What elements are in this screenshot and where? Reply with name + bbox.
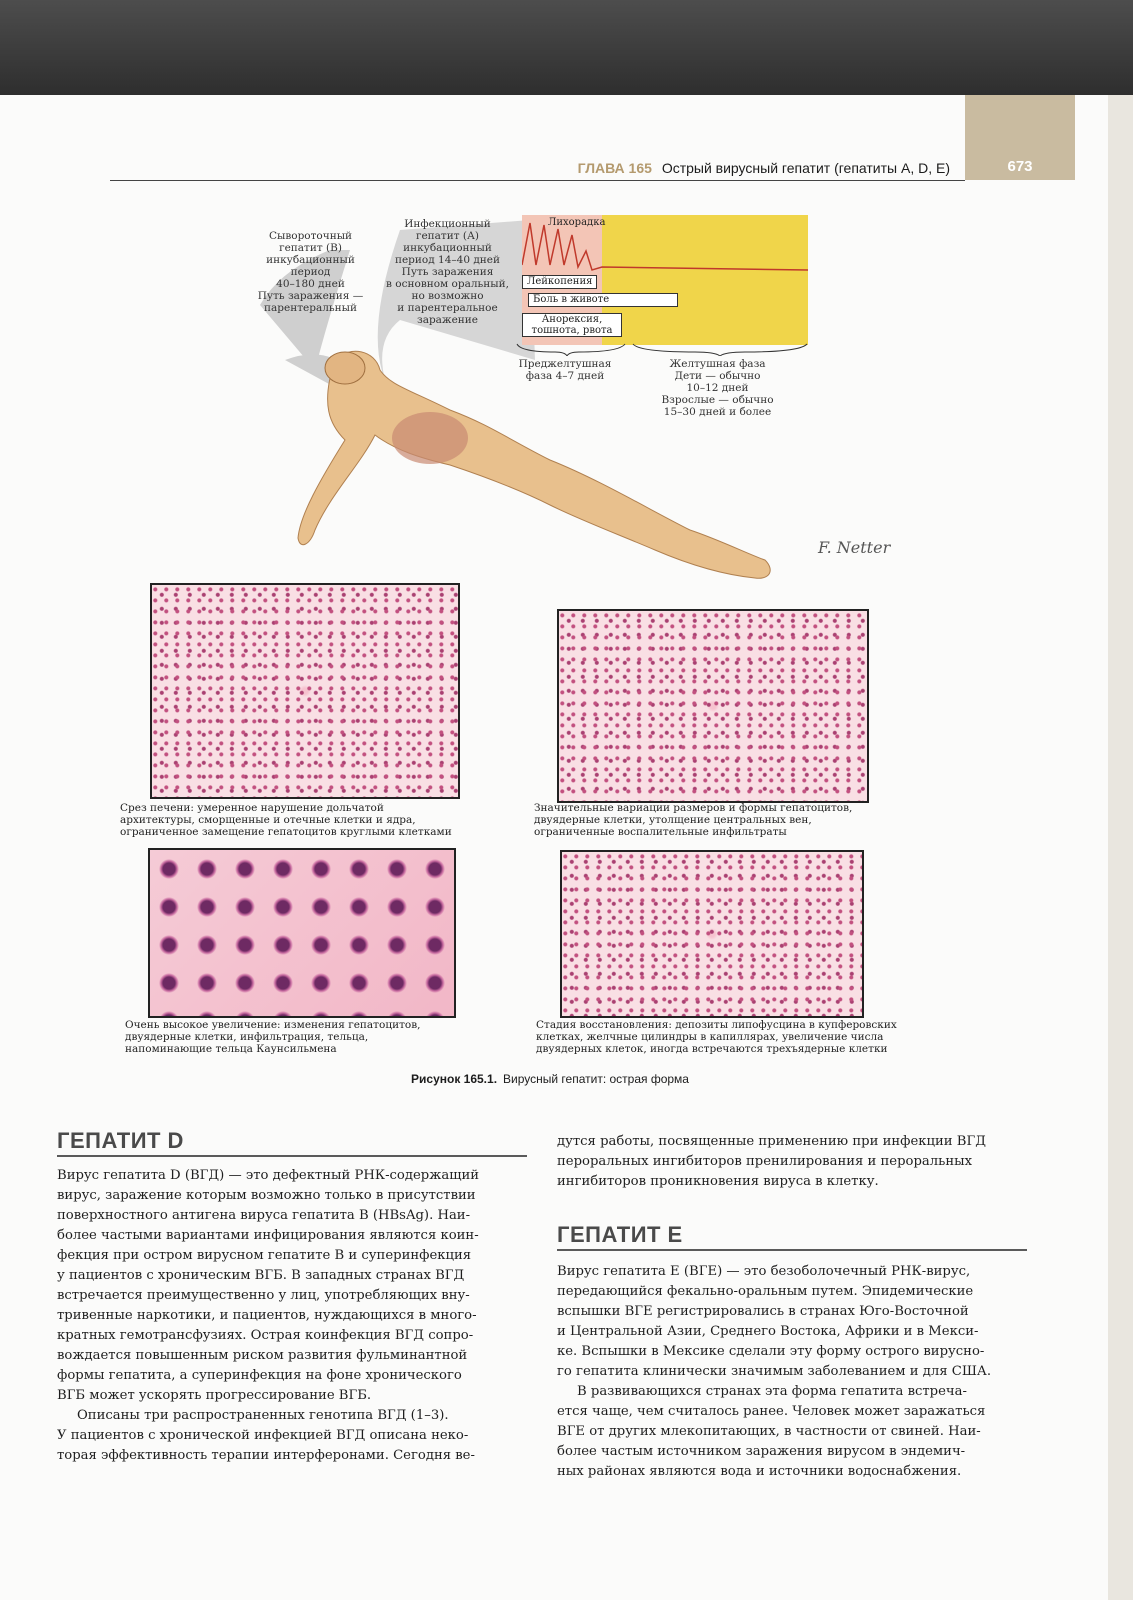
text-line: более частыми вариантами инфицирования являются коин- (57, 1228, 479, 1243)
icteric-phase-label (640, 358, 795, 418)
text-line: У пациентов с хронической инфекцией ВГД описана неко- (57, 1428, 469, 1443)
text-line: ВГБ может ускорять прогрессирование ВГБ. (57, 1388, 372, 1403)
text-line: более частым источником заражения вирусом в эндемич- (557, 1444, 966, 1459)
caption-line: двуядерные клетки, утолщение центральных вен, (534, 814, 812, 826)
abdominal-pain-bar: Боль в животе (528, 293, 678, 307)
callout-line: но возможно (411, 290, 484, 302)
callout-line: период 14–40 дней (394, 254, 501, 266)
phase-line: 10–12 дней (686, 382, 749, 394)
running-header (0, 160, 950, 176)
micrograph-bottom-right (560, 850, 864, 1018)
text-line: го гепатита клинически значимым заболеванием и для США. (557, 1364, 992, 1379)
text-line: вождается повышенным риском развития фульминантной (57, 1348, 468, 1363)
callout-line: Путь заражения — (257, 290, 364, 302)
hepatitis-d-continued (557, 1132, 1027, 1192)
micrograph-bottom-left (148, 848, 456, 1018)
text-line: и Центральной Азии, Среднего Востока, Африки и в Мекси- (557, 1324, 979, 1339)
page-number: 673 (1007, 158, 1033, 175)
callout-line: 40–180 дней (276, 278, 345, 290)
scan-top-band (0, 0, 1133, 95)
caption-line: двуядерные клетки, инфильтрация, тельца, (125, 1031, 369, 1043)
liver-region (392, 412, 468, 464)
caption-line: Срез печени: умеренное нарушение дольчатой (120, 802, 384, 814)
phase-line: Преджелтушная (518, 358, 612, 370)
callout-line: инкубационный (266, 254, 355, 266)
text-line: ется чаще, чем считалось ранее. Человек может заражаться (557, 1404, 986, 1419)
preicteric-phase-label (505, 358, 625, 382)
text-line: встречается преимущественно у лиц, употребляющих вну- (57, 1288, 470, 1303)
callout-line: Сывороточный (268, 230, 353, 242)
text-line: Вирус гепатита E (ВГЕ) — это безоболочечный РНК-вирус, (557, 1264, 971, 1279)
callout-line: Путь заражения (401, 266, 494, 278)
phase-line: Желтушная фаза (669, 358, 766, 370)
text-line: кратных гемотрансфузиях. Острая коинфекция ВГД сопро- (57, 1328, 474, 1343)
callout-line: гепатит (В) (279, 242, 342, 254)
leukopenia-bar: Лейкопения (522, 275, 597, 289)
hepatitis-e-text (557, 1262, 1027, 1482)
callout-line: Инфекционный (404, 218, 491, 230)
text-line: Вирус гепатита D (ВГД) — это дефектный РНК-содержащий (57, 1168, 480, 1183)
phase-line: 15–30 дней и более (663, 406, 772, 418)
callout-line: парентеральный (264, 302, 357, 314)
text-line: В развивающихся странах эта форма гепатита встреча- (577, 1384, 967, 1399)
text-line: вирус, заражение которым возможно только в присутствии (57, 1188, 476, 1203)
callout-line: инкубационный (403, 242, 492, 254)
callout-line: гепатит (А) (415, 230, 480, 242)
text-line: ке. Вспышки в Мексике сделали эту форму острого вирусно- (557, 1344, 985, 1359)
callout-line: заражение (416, 314, 479, 326)
text-line: тривенные наркотики, и пациентов, нуждающихся в много- (57, 1308, 477, 1323)
caption-line: ограниченные воспалительные инфильтраты (534, 826, 787, 838)
chapter-title: Острый вирусный гепатит (гепатиты A, D, E) (661, 160, 950, 176)
section-heading-hepatitis-e: ГЕПАТИТ E (557, 1222, 683, 1247)
text-line: передающийся фекально-оральным путем. Эпидемические (557, 1284, 974, 1299)
figure-label: Рисунок 165.1. (411, 1072, 498, 1086)
text-line: ВГЕ от других млекопитающих, в частности от свиней. Наи- (557, 1424, 981, 1439)
text-line: дутся работы, посвященные применению при инфекции ВГД (557, 1134, 986, 1149)
section-heading-hepatitis-d: ГЕПАТИТ D (57, 1128, 184, 1153)
caption-bottom-left (125, 1019, 525, 1055)
phase-brackets (515, 342, 815, 356)
text-line: поверхностного антигена вируса гепатита В (HBsAg). Наи- (57, 1208, 471, 1223)
callout-infectious-hepatitis (380, 218, 515, 326)
fever-label: Лихорадка (548, 217, 606, 228)
text-line: формы гепатита, а суперинфекция на фоне хронического (57, 1368, 462, 1383)
text-line: ингибиторов проникновения вируса в клетку. (557, 1174, 879, 1189)
micrograph-top-left (150, 583, 460, 799)
callout-line: период (290, 266, 331, 278)
scan-right-strip (1108, 95, 1133, 1600)
hepatitis-d-text (57, 1166, 527, 1466)
text-line: торая эффективность терапии интерферонами. Сегодня ве- (57, 1448, 475, 1463)
caption-line: архитектуры, сморщенные и отечные клетки и ядра, (120, 814, 416, 826)
anorexia-bar (522, 313, 622, 337)
caption-line: Значительные вариации размеров и формы гепатоцитов, (534, 802, 853, 814)
caption-bottom-right (536, 1019, 966, 1055)
caption-line: напоминающие тельца Каунсильмена (125, 1043, 337, 1055)
text-line: фекция при остром вирусном гепатите В и суперинфекция (57, 1248, 472, 1263)
caption-line: ограниченное замещение гепатоцитов круглыми клетками (120, 826, 452, 838)
micrograph-top-right (557, 609, 869, 803)
anorexia-line: Анорексия, (541, 314, 603, 325)
section-rule (557, 1249, 1027, 1251)
text-line: ных районах являются вода и источники водоснабжения. (557, 1464, 962, 1479)
caption-line: Стадия восстановления: депозиты липофусцина в купферовских (536, 1019, 897, 1031)
phase-line: Взрослые — обычно (661, 394, 774, 406)
text-line: у пациентов с хроническим ВГБ. В западных странах ВГД (57, 1268, 465, 1283)
anorexia-line: тошнота, рвота (531, 325, 613, 336)
text-line: пероральных ингибиторов пренилирования и пероральных (557, 1154, 973, 1169)
artist-signature: F. Netter (818, 538, 891, 557)
figure-caption (110, 1072, 990, 1086)
phase-line: фаза 4–7 дней (525, 370, 605, 382)
caption-top-left (120, 802, 520, 838)
callout-line: в основном оральный, (386, 278, 509, 290)
disease-timeline (522, 215, 808, 345)
header-rule (110, 180, 965, 181)
patient-head (325, 352, 365, 384)
caption-line: клетках, желчные цилиндры в капиллярах, увеличение числа (536, 1031, 884, 1043)
section-rule (57, 1155, 527, 1157)
caption-line: двуядерных клеток, иногда встречаются трехъядерные клетки (536, 1043, 888, 1055)
caption-line: Очень высокое увеличение: изменения гепатоцитов, (125, 1019, 421, 1031)
callout-serum-hepatitis (248, 230, 373, 314)
phase-line: Дети — обычно (674, 370, 761, 382)
text-line: Описаны три распространенных генотипа ВГД (1–3). (77, 1408, 449, 1423)
chapter-label: ГЛАВА 165 (577, 160, 652, 176)
callout-line: и парентеральное (397, 302, 498, 314)
figure-title: Вирусный гепатит: острая форма (503, 1072, 689, 1086)
caption-top-right (534, 802, 934, 838)
text-line: вспышки ВГЕ регистрировались в странах Юго-Восточной (557, 1304, 969, 1319)
